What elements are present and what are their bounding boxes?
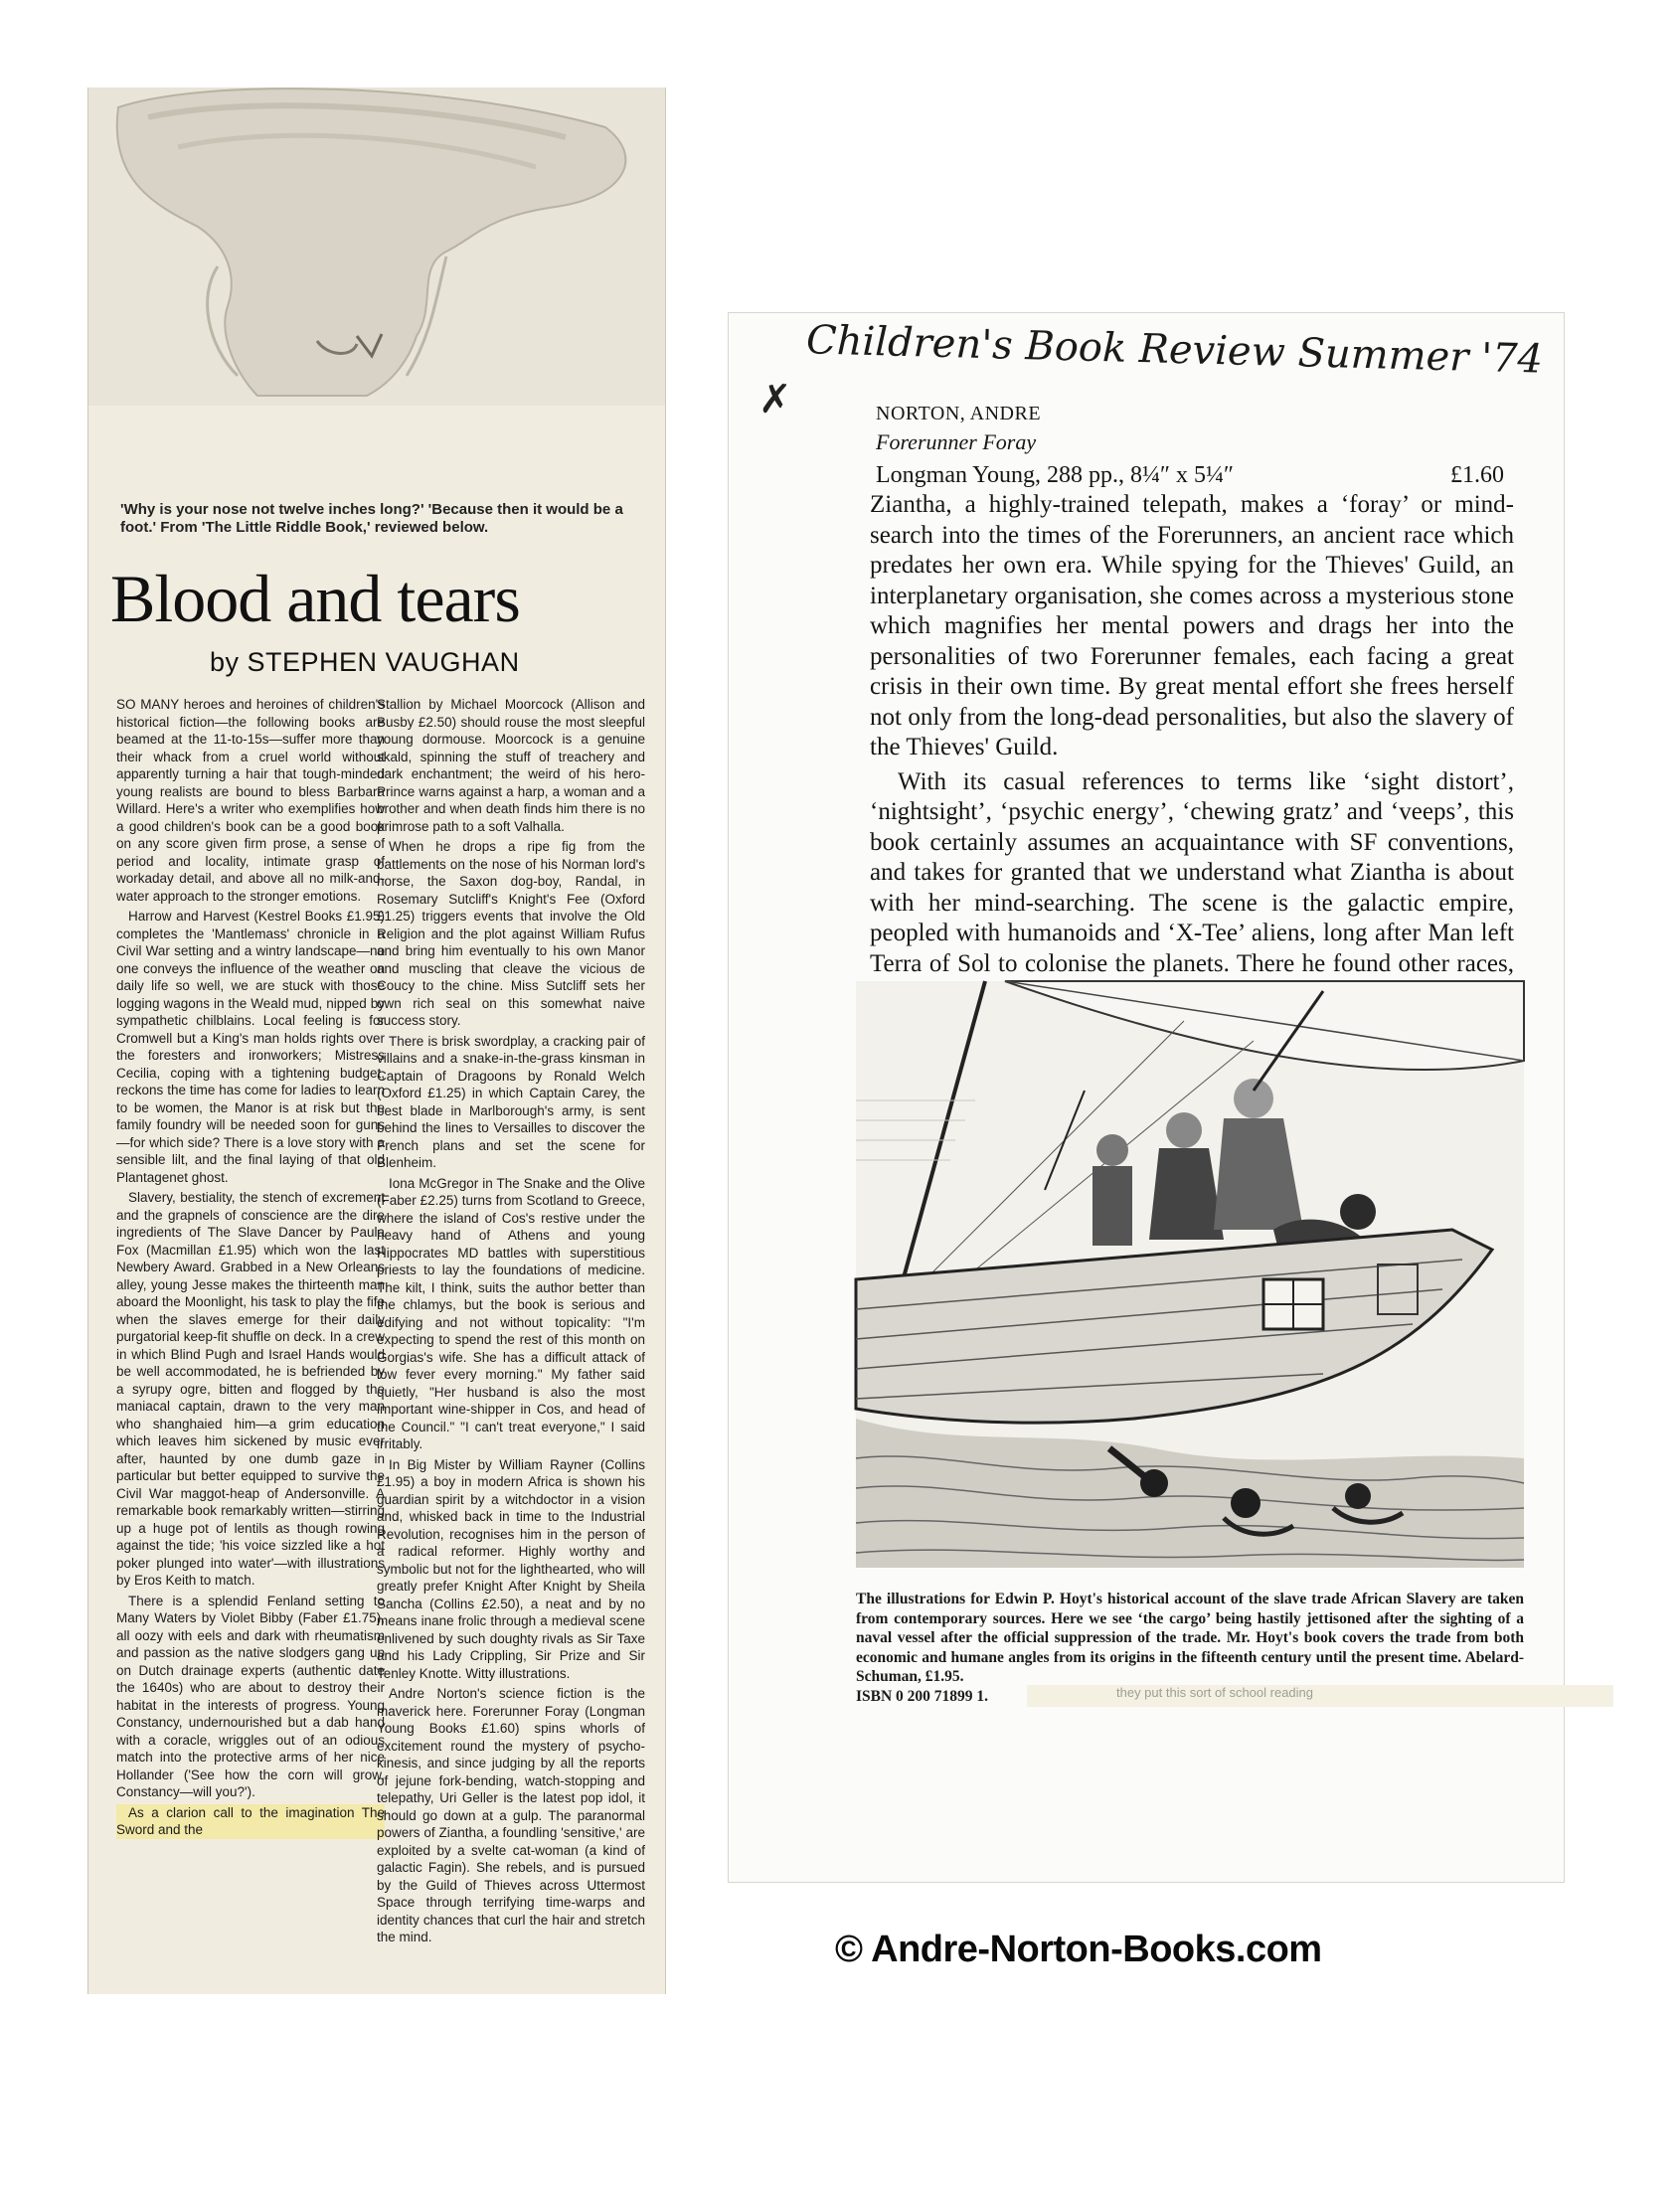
article-paragraph: There is a splendid Fenland setting to Many Waters by Violet Bibby (Faber £1.75), all oozy with eels and dark with rheumatism and passion as the native slodgers gang up on Dutch drainage experts (authentic date the 1640s) who are about to destroy their habitat in the interests of progress. Young Constancy, undernourished but a dab hand with a coracle, wriggles out of an odious match into the protective arms of her nice Hollander ('See how the corn will grow, Constancy—will you?'). — [116, 1593, 385, 1799]
article-headline: Blood and tears — [110, 561, 520, 636]
copyright-notice: © Andre-Norton-Books.com — [835, 1929, 1322, 1970]
book-author: NORTON, ANDRE — [876, 403, 1042, 424]
handwritten-mark-icon: ✗ — [758, 377, 792, 422]
slave-ship-engraving — [856, 981, 1524, 1568]
article-paragraph: There is brisk swordplay, a cracking pair of villains and a snake-in-the-grass kinsman in Captain of Dragoons by Ronald Welch (Oxford £1.25) in which Captain Carey, the best blade in Marlborough's army, is sent behind the lines to Versailles to discover the French plans and set the scene for Blenheim. — [377, 1033, 645, 1170]
article-paragraph: Iona McGregor in The Snake and the Olive (Faber £2.25) turns from Scotland to Greece, where the island of Cos's restive under the heavy hand of Athens and young Hippocrates MD battles with superstitious priests to lay the foundations of medicine. The kilt, I think, suits the author better than the chlamys, but the book is serious and edifying and not without topicality: "I'm expecting to spend the rest of this month on Gorgias's wife. She has a difficult attack of low fever every morning." My father said quietly, "Her husband is also the most important wine-shipper in Cos, and head of the Council." "I can't treat everyone," I said irritably. — [377, 1175, 645, 1451]
review-clipping — [728, 312, 1565, 1883]
book-publisher: Longman Young, 288 pp., 8¼″ x 5¼″ — [876, 462, 1235, 488]
article-paragraph: In Big Mister by William Rayner (Collins £1.95) a boy in modern Africa is shown his guardian spirit by a witchdoctor in a vision and, whisked back in time to the Industrial Revolution, recognises him in the person of a radical reformer. Highly worthy and symbolic but not for the lighthearted, who will greatly prefer Knight After Knight by Sheila Sancha (Collins £2.50), a neat and by no means inane frolic through a medieval scene enlivened by such doughty rivals as Sir Taxe and his Lady Crippling, Sir Prize and Sir Tenley Knotte. Witty illustrations. — [377, 1456, 645, 1681]
review-paragraph: Ziantha, a highly-trained telepath, makes a ‘foray’ or mind-search into the times of the Forerunners, an ancient race which predates her own era. While spying for the Thieves' Guild, an interplanetary organisation, she comes across a mysterious stone which magnifies her mental powers and drags her into the personalities of two Forerunner females, each facing a great crisis in their own time. By great mental effort she frees herself not only from the long-dead personalities, but also the slavery of the Thieves' Guild. — [870, 491, 1514, 760]
ship-illustration — [856, 981, 1524, 1568]
article-paragraph: Stallion by Michael Moorcock (Allison and Busby £2.50) should rouse the most sleepful young dormouse. Moorcock is a genuine skald, spinning the stuff of treachery and dark enchantment; the weird of his hero-Prince warns against a harp, a woman and a brother and when death finds him there is no primrose path to a soft Valhalla. — [377, 697, 645, 834]
article-paragraph: Slavery, bestiality, the stench of excrement and the grapnels of conscience are the dire ingredients of The Slave Dancer by Paula Fox (Macmillan £1.95) which won the last Newbery Award. Grabbed in a New Orleans alley, young Jesse makes the thirteenth man aboard the Moonlight, his task to play the fife when the slaves emerge for their daily purgatorial keep-fit shuffle on deck. In a crew in which Blind Pugh and Israel Hands would be well accommodated, he is befriended by a syrupy ogre, bitten and flogged by the maniacal captain, drawn to the very man who shanghaied him—a grim education which leaves him sickened by music ever after, haunted by one dumb gaze in particular but better equipped to survive the Civil War maggot-heap of Andersonville. A remarkable book remarkably written—stirring up a huge pot of lentils as though rowing against the tide; 'his voice sizzled like a hot poker plunged into water'—with illustrations by Eros Keith to match. — [116, 1190, 385, 1588]
article-paragraph: When he drops a ripe fig from the battlements on the nose of his Norman lord's horse, the Saxon dog-boy, Randal, in Rosemary Sutcliff's Knight's Fee (Oxford £1.25) triggers events that involve the Old Religion and the plot against William Rufus and bring him eventually to his own Manor and muscling that cleave the vicious de Coucy to the chine. Miss Sutcliff sets her own rich seal on this somewhat naive success story. — [377, 839, 645, 1028]
photo-caption: 'Why is your nose not twelve inches long?' 'Because then it would be a foot.' From 'The Little Riddle Book,' reviewed below. — [120, 501, 623, 536]
article-paragraph: As a clarion call to the imagination The Sword and the — [116, 1804, 385, 1837]
caption-text: The illustrations for Edwin P. Hoyt's historical account of the slave trade African Slavery are taken from contemporary sources. Here we see ‘the cargo’ being hastily jettisoned after the sighting of a naval vessel after the official suppression of the trade. Mr. Hoyt's book covers the trade from both economic and humane angles from its origins in the fifteenth century until the present time. Abelard-Schuman, £1.95. — [856, 1591, 1524, 1685]
riddle-illustration — [88, 87, 665, 406]
review-text — [870, 490, 1514, 977]
newspaper-clipping — [87, 87, 666, 1994]
article-paragraph: Harrow and Harvest (Kestrel Books £1.95) completes the 'Mantlemass' chronicle in a Civil War setting and a wintry landscape—no one conveys the influence of the weather on daily life so well, we are stuck with those logging wagons in the Weald mud, nipped by sympathetic chilblains. Local feeling is for Cromwell but a King's man holds rights over the foresters and ironworkers; Mistress Cecilia, coping with a tightening budget, reckons the time has come for ladies to learn to be women, the Manor is at risk but the family foundry will be needed soon for guns—for which side? There is a love story with a sensible lilt, and the final laying of that old Plantagenet ghost. — [116, 909, 385, 1185]
caption-isbn: ISBN 0 200 71899 1. — [856, 1687, 989, 1705]
book-price: £1.60 — [1450, 462, 1504, 488]
article-byline: by STEPHEN VAUGHAN — [210, 647, 520, 677]
article-paragraph: Andre Norton's science fiction is the maverick here. Forerunner Foray (Longman Young Books £1.60) spins whorls of excitement round the mystery of psycho-kinesis, and since judging by all the reports of jejune fork-bending, watch-stopping and telepathy, Uri Geller is the latest pop idol, it should go down at a gulp. The paranormal powers of Ziantha, a foundling 'sensitive,' are exploited by a svelte cat-woman (a kind of galactic Fagin). She rebels, and is pursued by the Guild of Thieves across Uttermost Space through terrifying time-warps and identity chances that curl the hair and stretch the mind. — [377, 1686, 645, 1944]
show-through-text: they put this sort of school reading — [1027, 1685, 1613, 1707]
book-title: Forerunner Foray — [876, 429, 1037, 454]
handwritten-note: Children's Book Review Summer '74 — [805, 317, 1544, 383]
article-column-1 — [116, 696, 385, 2094]
article-paragraph: SO MANY heroes and heroines of children's historical fiction—the following books are beamed at the 11-to-15s—suffer more than their whack from a cruel world without apparently turning a hair that tough-minded young realists are bound to bless Barbara Willard. Here's a writer who exemplifies how a good children's book can be a good book on any score given firm prose, a sense of period and locality, intimate grasp of workaday detail, and above all no milk-and-water approach to the stronger emotions. — [116, 697, 385, 904]
article-column-2 — [377, 696, 645, 2094]
clipping-photo — [88, 87, 665, 406]
review-paragraph: With its casual references to terms like ‘sight distort’, ‘nightsight’, ‘psychic energy’, ‘chewing gratz’ and ‘veeps’, this book certainly assumes an acquaintance with SF conventions, and takes for granted that we understand what Ziantha is about with her mind-searching. The scene is the galactic empire, peopled with humanoids and ‘X-Tee’ aliens, long after Man left Terra of Sol to colonise the planets. There he found other races, — [870, 767, 1514, 977]
